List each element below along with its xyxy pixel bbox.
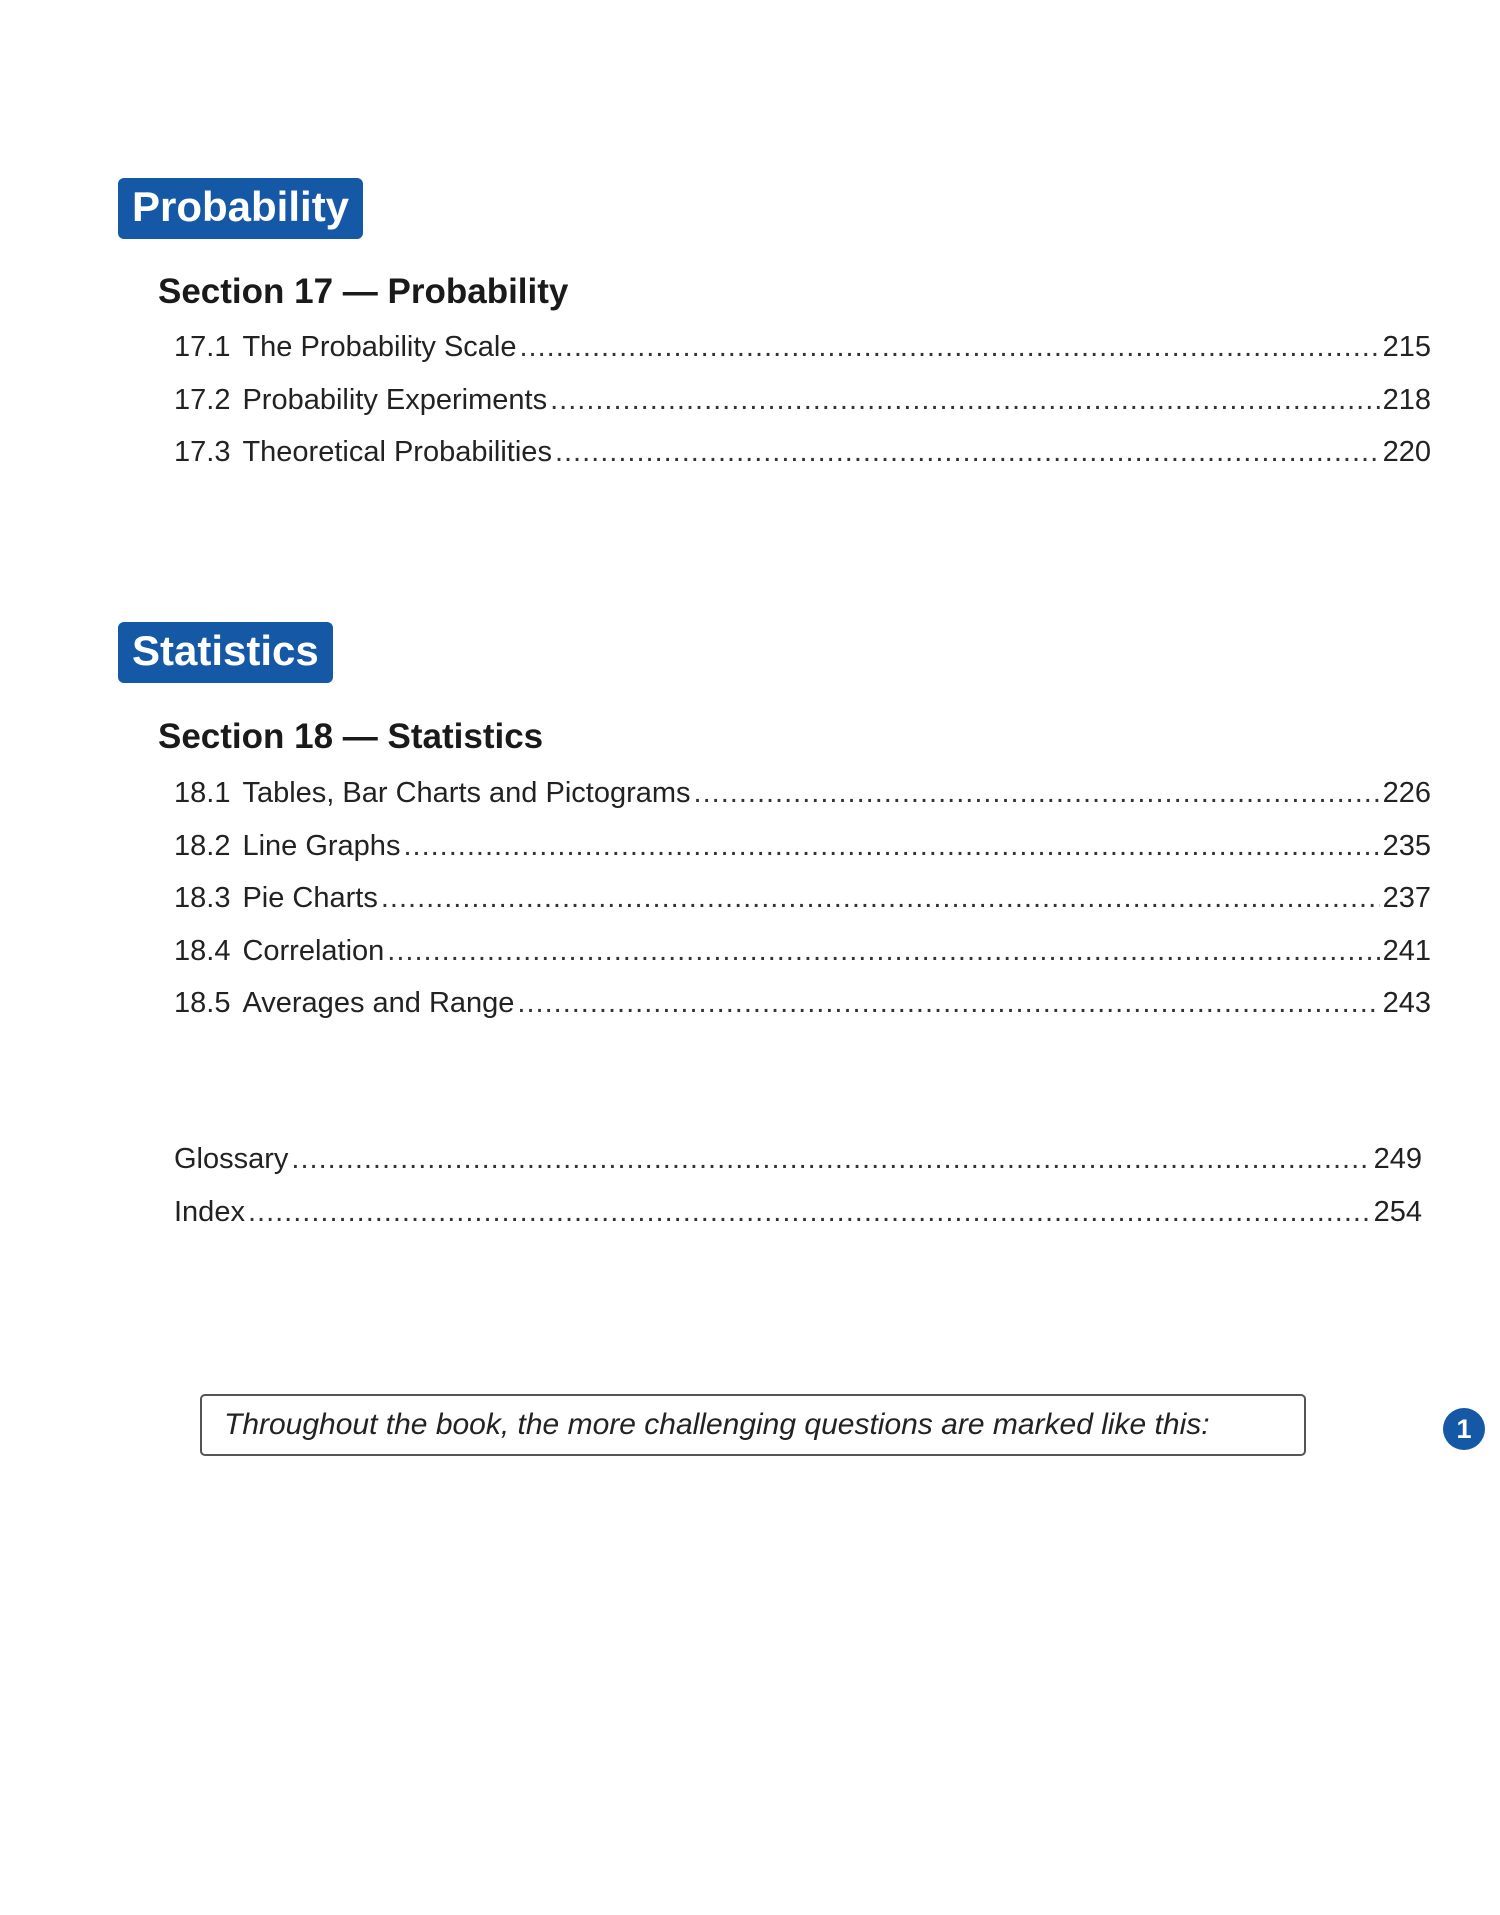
part-badge-statistics: Statistics (118, 622, 333, 683)
toc-entry-18-4[interactable] (174, 935, 1431, 988)
toc-entry-title: Correlation (242, 934, 385, 967)
toc-list-section-18 (174, 777, 1431, 1040)
note-text: Throughout the book, the more challenging questions are marked like this: (224, 1408, 1210, 1441)
toc-entry-18-3[interactable] (174, 882, 1431, 935)
challenging-questions-note (200, 1394, 1472, 1456)
toc-entry-title: Probability Experiments (242, 383, 548, 416)
toc-dot-leader (248, 1196, 1371, 1229)
toc-entry-17-1[interactable] (174, 331, 1431, 384)
toc-dot-leader (291, 1143, 1370, 1176)
toc-entry-number: 18.1 (174, 777, 231, 809)
toc-entry-number: 18.3 (174, 882, 231, 914)
toc-entry-title: Averages and Range (242, 987, 515, 1019)
toc-entry-page: 237 (1382, 882, 1431, 914)
toc-entry-number: 17.2 (174, 383, 231, 416)
toc-entry-number: 18.4 (174, 934, 231, 967)
toc-entry-number: 17.1 (174, 331, 231, 363)
toc-entry-page: 241 (1382, 934, 1431, 967)
toc-entry-title: Tables, Bar Charts and Pictograms (242, 777, 691, 809)
toc-entry-title: Index (174, 1195, 245, 1228)
toc-entry-glossary[interactable] (174, 1143, 1422, 1196)
toc-dot-leader (517, 987, 1379, 1020)
toc-entry-title: The Probability Scale (242, 331, 517, 363)
toc-entry-number: 18.2 (174, 829, 231, 862)
toc-entry-index[interactable] (174, 1196, 1422, 1249)
toc-dot-leader (387, 935, 1379, 968)
toc-entry-page: 220 (1382, 436, 1431, 468)
toc-entry-page: 218 (1382, 383, 1431, 416)
toc-entry-page: 235 (1382, 829, 1431, 862)
toc-entry-page: 215 (1382, 331, 1431, 363)
toc-entry-page: 226 (1382, 777, 1431, 809)
toc-dot-leader (555, 436, 1380, 469)
toc-entry-18-1[interactable] (174, 777, 1431, 830)
toc-entry-number: 17.3 (174, 436, 231, 468)
part-badge-probability: Probability (118, 178, 363, 239)
toc-dot-leader (519, 331, 1379, 364)
toc-entry-18-2[interactable] (174, 830, 1431, 883)
toc-list-section-17 (174, 331, 1431, 489)
toc-entry-title: Pie Charts (242, 882, 378, 914)
toc-entry-title: Line Graphs (242, 829, 401, 862)
challenge-number-badge: 1 (1443, 1408, 1485, 1450)
toc-entry-18-5[interactable] (174, 987, 1431, 1040)
toc-entry-number: 18.5 (174, 987, 231, 1019)
section-title-17: Section 17 — Probability (158, 272, 569, 311)
toc-dot-leader (381, 882, 1380, 915)
toc-dot-leader (694, 777, 1380, 810)
section-title-18: Section 18 — Statistics (158, 717, 544, 756)
toc-dot-leader (403, 830, 1379, 863)
toc-entry-17-3[interactable] (174, 436, 1431, 489)
toc-entry-title: Glossary (174, 1143, 289, 1175)
toc-entry-page: 249 (1373, 1143, 1422, 1175)
toc-entry-title: Theoretical Probabilities (242, 436, 552, 468)
toc-dot-leader (550, 384, 1380, 417)
toc-entry-page: 254 (1373, 1195, 1422, 1228)
toc-entry-page: 243 (1382, 987, 1431, 1019)
toc-entry-17-2[interactable] (174, 384, 1431, 437)
toc-list-back-matter (174, 1143, 1422, 1248)
